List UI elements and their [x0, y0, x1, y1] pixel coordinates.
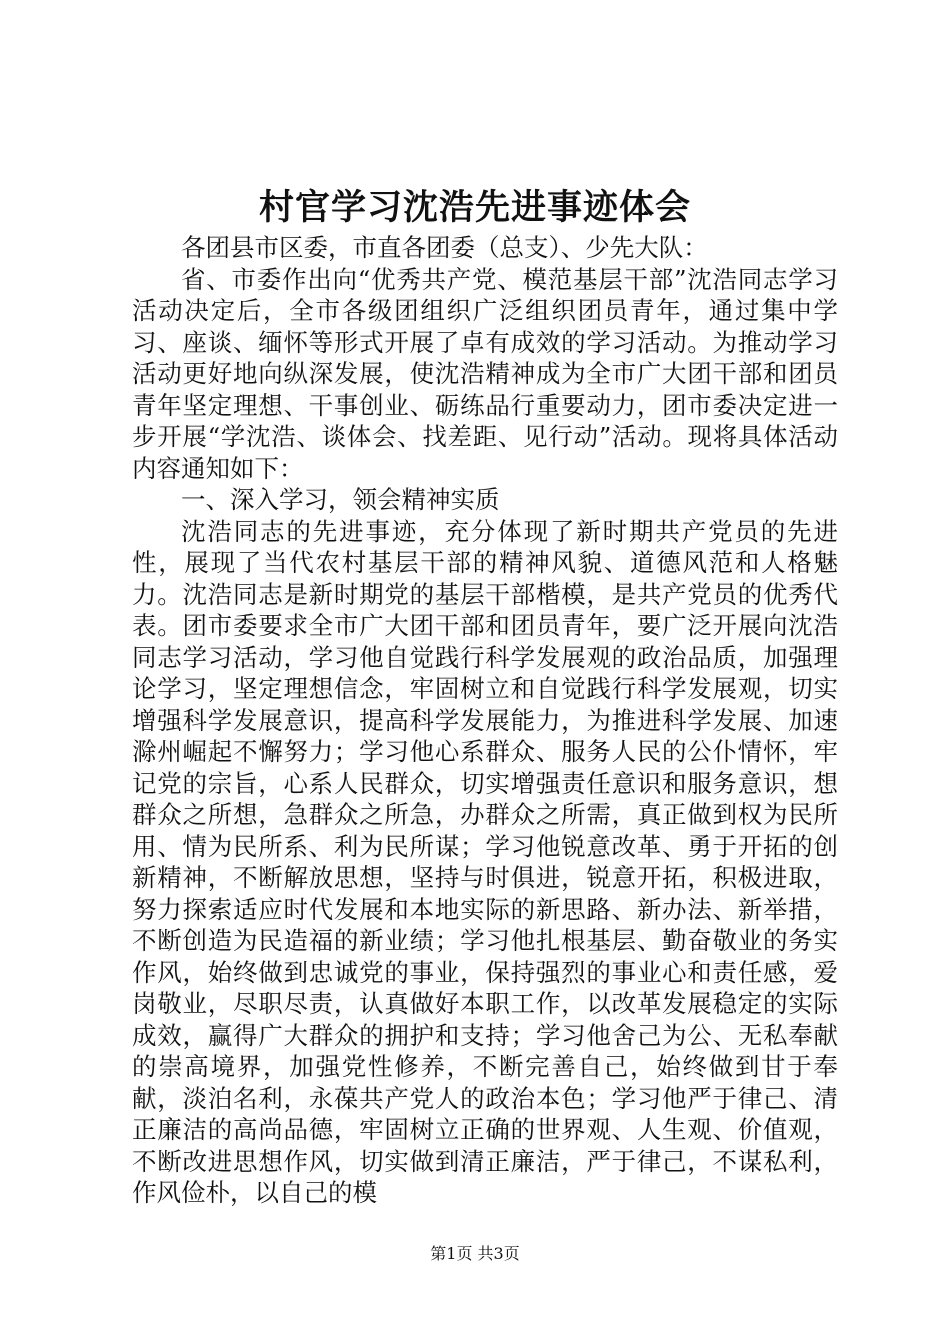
page-number-footer: 第1页 共3页: [430, 1244, 520, 1263]
intro-paragraph: 省、市委作出向“优秀共产党、模范基层干部”沈浩同志学习活动决定后，全市各级团组织广泛组织团员青年，通过集中学习、座谈、缅怀等形式开展了卓有成效的学习活动。为推动学习活动更好地向纵深发展，使沈浩精神成为全市广大团干部和团员青年坚定理想、干事创业、砺练品行重要动力，团市委决定进一步开展“学沈浩、谈体会、找差距、见行动”活动。现将具体活动内容通知如下：: [132, 264, 838, 483]
section-heading: 一、深入学习，领会精神实质: [181, 485, 500, 514]
salutation-paragraph: 各团县市区委，市直各团委（总支）、少先大队：: [181, 233, 708, 262]
document-body: [132, 232, 838, 1209]
document-title: 村官学习沈浩先进事迹体会: [258, 187, 691, 228]
body-paragraph: 沈浩同志的先进事迹，充分体现了新时期共产党员的先进性，展现了当代农村基层干部的精神风貌、道德风范和人格魅力。沈浩同志是新时期党的基层干部楷模，是共产党员的优秀代表。团市委要求全市广大团干部和团员青年，要广泛开展向沈浩同志学习活动，学习他自觉践行科学发展观的政治品质，加强理论学习，坚定理想信念，牢固树立和自觉践行科学发展观，切实增强科学发展意识，提高科学发展能力，为推进科学发展、加速滁州崛起不懈努力；学习他心系群众、服务人民的公仆情怀，牢记党的宗旨，心系人民群众，切实增强责任意识和服务意识，想群众之所想，急群众之所急，办群众之所需，真正做到权为民所用、情为民所系、利为民所谋；学习他锐意改革、勇于开拓的创新精神，不断解放思想，坚持与时俱进，锐意开拓，积极进取，努力探索适应时代发展和本地实际的新思路、新办法、新举措，不断创造为民造福的新业绩；学习他扎根基层、勤奋敬业的务实作风，始终做到忠诚党的事业，保持强烈的事业心和责任感，爱岗敬业，尽职尽责，认真做好本职工作，以改革发展稳定的实际成效，赢得广大群众的拥护和支持；学习他舍己为公、无私奉献的崇高境界，加强党性修养，不断完善自己，始终做到甘于奉献，淡泊名利，永葆共产党人的政治本色；学习他严于律己、清正廉洁的高尚品德，牢固树立正确的世界观、人生观、价值观，不断改进思想作风，切实做到清正廉洁，严于律己，不谋私利，作风俭朴，以自己的模: [132, 516, 838, 1207]
